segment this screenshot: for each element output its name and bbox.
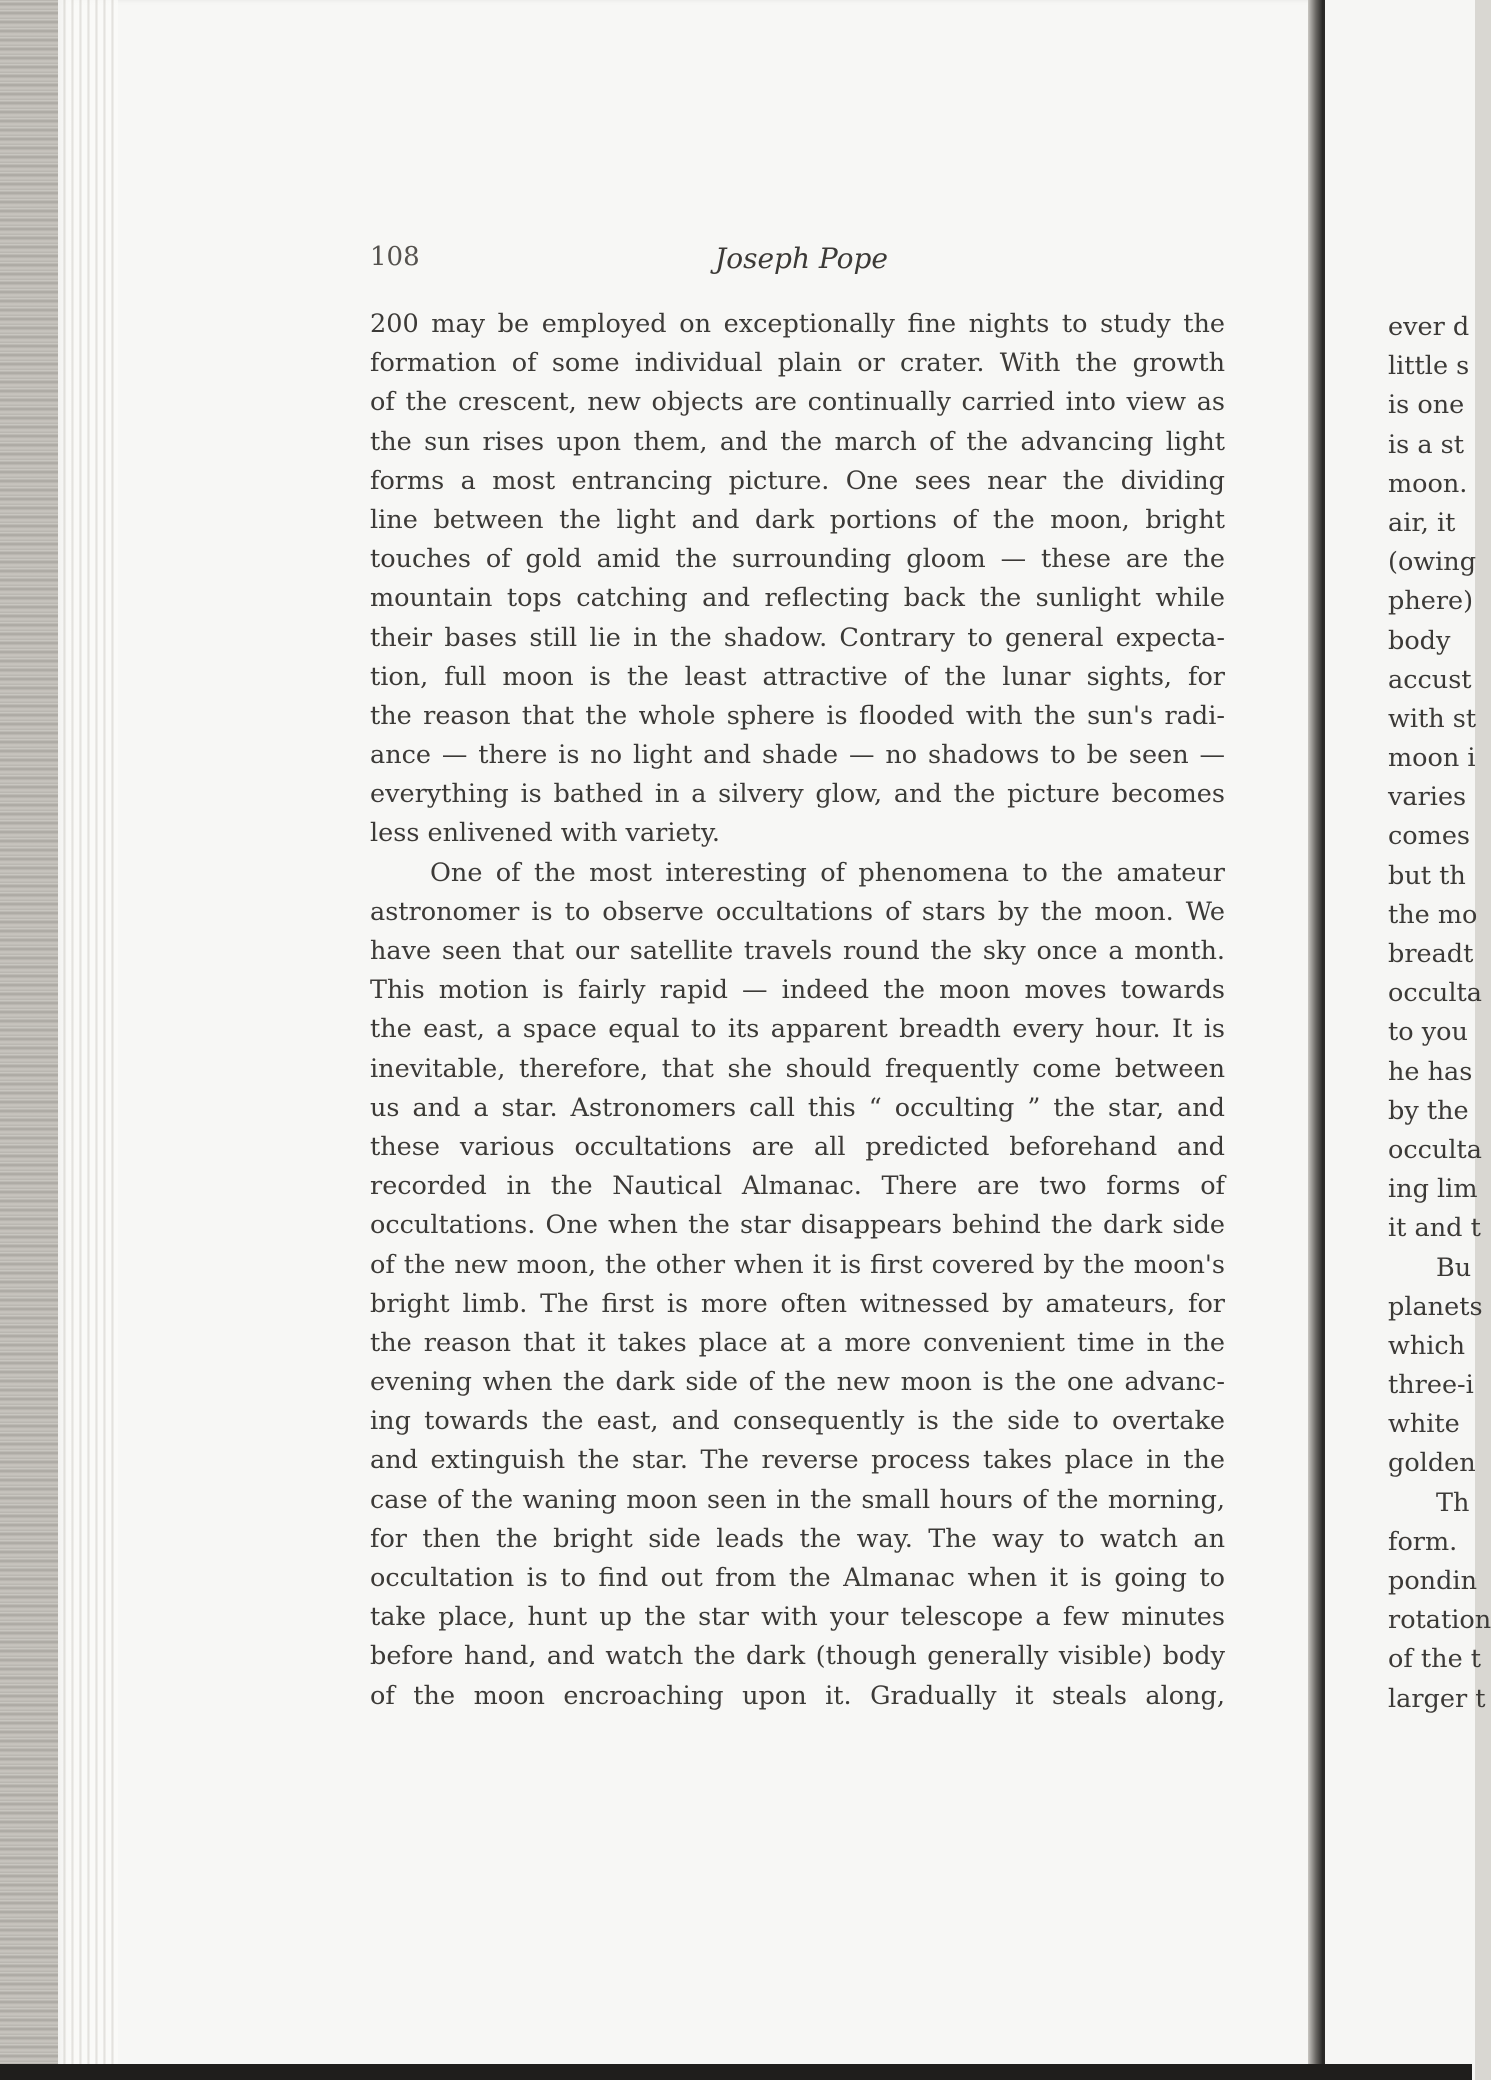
paragraph-start-line: One of the most interesting of phenomena to the amateur <box>430 857 1225 888</box>
text-line-fragment: varies <box>1388 782 1467 813</box>
text-line: the reason that the whole sphere is flooded with the sun's radi- <box>370 700 1225 731</box>
text-line: inevitable, therefore, that she should frequently come between <box>370 1053 1225 1084</box>
page-header <box>370 242 1230 282</box>
text-line-fragment: planets <box>1388 1291 1483 1322</box>
right-page-text <box>1388 308 1491 1719</box>
text-line: bright limb. The first is more often witnessed by amateurs, for <box>370 1288 1225 1319</box>
text-line: mountain tops catching and reflecting back the sunlight while <box>370 583 1225 614</box>
text-line-fragment: moon i <box>1388 743 1476 774</box>
text-line-fragment: he has <box>1388 1056 1473 1087</box>
text-line: forms a most entrancing picture. One sees near the dividing <box>370 465 1225 496</box>
text-line-fragment: which <box>1388 1330 1466 1361</box>
text-line-fragment: breadt <box>1388 939 1474 969</box>
running-head: Joseph Pope <box>715 242 888 275</box>
text-line-fragment: it and t <box>1388 1213 1481 1244</box>
text-line: formation of some individual plain or crater. With the growth <box>370 348 1225 379</box>
text-line-fragment: golden <box>1388 1448 1476 1479</box>
text-line-fragment: form. <box>1388 1526 1458 1557</box>
text-line: the sun rises upon them, and the march of the advancing light <box>370 426 1225 457</box>
text-line-fragment: moon. <box>1388 468 1468 499</box>
text-line-fragment: of the t <box>1388 1644 1482 1675</box>
text-line-fragment: ever d <box>1388 312 1470 342</box>
page-edges <box>58 0 118 2080</box>
text-line-fragment: accust <box>1388 664 1472 695</box>
scan-bottom-edge <box>0 2064 1472 2080</box>
text-line: the east, a space equal to its apparent breadth every hour. It is <box>370 1014 1225 1045</box>
text-line-fragment: is a st <box>1388 429 1464 460</box>
text-line-fragment: to you <box>1388 1017 1468 1048</box>
body-text <box>370 305 1225 1716</box>
text-line: take place, hunt up the star with your telescope a few minutes <box>370 1602 1225 1633</box>
text-line-fragment: occulta <box>1388 1134 1482 1165</box>
text-line: This motion is fairly rapid — indeed the moon moves towards <box>370 975 1225 1006</box>
text-line: and extinguish the star. The reverse process takes place in the <box>370 1445 1225 1476</box>
text-line: ance — there is no light and shade — no shadows to be seen — <box>370 740 1225 771</box>
text-line-fragment: little s <box>1388 351 1470 382</box>
text-line: us and a star. Astronomers call this “ occulting ” the star, and <box>370 1092 1225 1123</box>
text-line: ing towards the east, and consequently is the side to overtake <box>370 1406 1225 1437</box>
text-line-fragment: is one <box>1388 390 1465 421</box>
text-line-fragment: pondin <box>1388 1566 1478 1596</box>
text-line: of the moon encroaching upon it. Gradually it steals along, <box>370 1680 1225 1711</box>
text-line-fragment: larger t <box>1388 1683 1486 1714</box>
text-line: less enlivened with variety. <box>370 818 720 849</box>
text-line-fragment: air, it <box>1388 507 1456 538</box>
text-line-fragment: body <box>1388 625 1451 656</box>
text-line: astronomer is to observe occultations of stars by the moon. We <box>370 896 1225 927</box>
text-line: of the new moon, the other when it is first covered by the moon's <box>370 1249 1225 1280</box>
text-line: of the crescent, new objects are continually carried into view as <box>370 387 1225 418</box>
text-line: evening when the dark side of the new moon is the one advanc- <box>370 1367 1225 1398</box>
text-line-fragment: ing lim <box>1388 1174 1478 1205</box>
text-line: have seen that our satellite travels round the sky once a month. <box>370 936 1225 966</box>
text-line-fragment: (owing <box>1388 547 1477 578</box>
text-line: line between the light and dark portions of the moon, bright <box>370 504 1225 535</box>
text-line-fragment: occulta <box>1388 978 1482 1009</box>
text-line-fragment: phere) <box>1388 586 1474 617</box>
text-line: touches of gold amid the surrounding gloom — these are the <box>370 544 1225 575</box>
text-line: case of the waning moon seen in the small hours of the morning, <box>370 1484 1225 1515</box>
text-line: occultation is to find out from the Almanac when it is going to <box>370 1563 1225 1593</box>
text-line: 200 may be employed on exceptionally fine nights to study the <box>370 309 1225 339</box>
text-line-fragment: with st <box>1388 703 1477 734</box>
text-line: everything is bathed in a silvery glow, and the picture becomes <box>370 779 1225 810</box>
text-line: recorded in the Nautical Almanac. There are two forms of <box>370 1171 1225 1202</box>
text-line: their bases still lie in the shadow. Contrary to general expecta- <box>370 622 1225 653</box>
text-line-fragment: three-i <box>1388 1370 1474 1401</box>
text-line-fragment: by the <box>1388 1095 1469 1126</box>
text-line: these various occultations are all predicted beforehand and <box>370 1131 1225 1162</box>
text-line-fragment: rotation <box>1388 1605 1491 1636</box>
text-line: before hand, and watch the dark (though generally visible) body <box>370 1641 1225 1672</box>
text-line-fragment: but th <box>1388 860 1466 891</box>
text-line-fragment: white <box>1388 1409 1460 1440</box>
book-gutter <box>1308 0 1322 2080</box>
text-line-fragment: Bu <box>1436 1252 1472 1283</box>
text-line: the reason that it takes place at a more convenient time in the <box>370 1327 1225 1358</box>
text-line-fragment: the mo <box>1388 899 1478 930</box>
text-line: occultations. One when the star disappears behind the dark side <box>370 1210 1225 1241</box>
text-line: for then the bright side leads the way. The way to watch an <box>370 1523 1225 1554</box>
text-line-fragment: comes <box>1388 821 1470 852</box>
text-line: tion, full moon is the least attractive of the lunar sights, for <box>370 661 1225 692</box>
text-line-fragment: Th <box>1436 1487 1470 1518</box>
page-number: 108 <box>370 242 420 272</box>
